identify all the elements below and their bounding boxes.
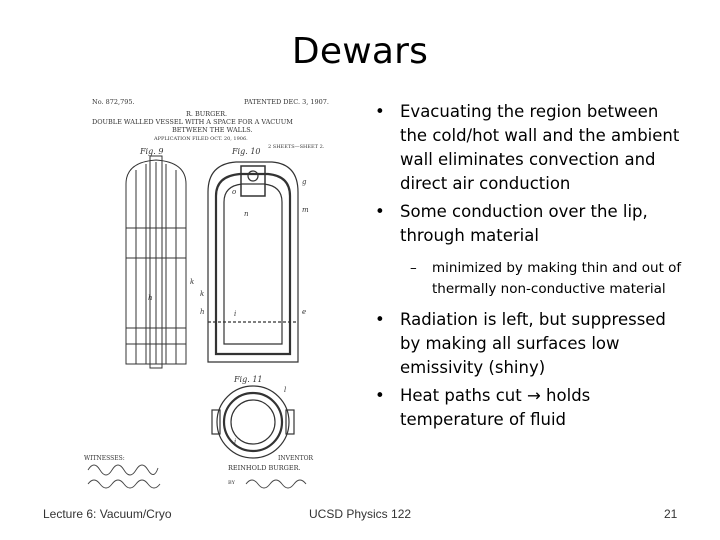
patent-witnesses: WITNESSES: [84,455,125,462]
sub-bullet-item [372,258,687,300]
footer-course: UCSD Physics 122 [309,507,412,521]
footer-lecture: Lecture 6: Vacuum/Cryo [43,507,172,521]
patent-inventor: REINHOLD BURGER. [228,464,301,472]
label-h-fig9: h [148,294,153,302]
bullet-marker: • [375,386,385,405]
label-o: o [232,188,237,196]
label-i-fig11: i [234,438,237,446]
bullet-text: Radiation is left, but suppressed by making all surfaces low emissivity (shiny) [400,310,666,377]
bullet-list [372,100,687,436]
patent-application: APPLICATION FILED OCT. 20, 1906. [154,136,248,142]
slide-title: Dewars [291,31,429,72]
label-m: m [302,206,309,214]
label-l: l [284,386,287,394]
label-g: g [302,178,307,186]
patent-by: BY [228,480,235,486]
patent-inventor-name: R. BURGER. [186,110,228,118]
bullet-text: Heat paths cut → holds temperature of fluid [400,386,591,429]
patent-inventor-label: INVENTOR [278,455,314,462]
fig9-label: Fig. 9 [140,147,164,156]
bullet-item [372,200,687,248]
sub-bullet-marker: – [410,260,417,276]
bullet-text: Evacuating the region between the cold/hot wall and the ambient wall eliminates convection and direct air conduction [400,102,680,193]
fig10-cross-section [208,162,298,362]
fig9-vessel [126,156,186,368]
bullet-marker: • [375,202,385,221]
fig11-plan [212,386,294,458]
label-n: n [244,210,249,218]
fig11-label: Fig. 11 [234,375,263,384]
bullet-text: Some conduction over the lip, through material [400,202,648,245]
sub-bullet-text: minimized by making thin and out of thermally non-conductive material [432,260,682,297]
label-h-fig10: h [200,308,205,316]
signature-witnesses [88,465,160,488]
bullet-marker: • [375,310,385,329]
footer-page-number: 21 [664,507,678,521]
patent-title-1: DOUBLE WALLED VESSEL WITH A SPACE FOR A VACUUM [92,118,293,126]
fig10-label: Fig. 10 [232,147,261,156]
label-i-fig10: i [234,310,237,318]
signature-attorney [246,480,306,488]
bullet-item [372,384,687,432]
patent-sheets: 2 SHEETS—SHEET 2. [268,144,325,150]
label-k-fig9: k [190,278,195,286]
bullet-item [372,100,687,196]
bullet-marker: • [375,102,385,121]
patent-number: No. 872,795. [92,98,135,106]
patent-drawing [76,92,338,492]
bullet-item [372,308,687,380]
patent-drawing-svg [76,92,338,492]
label-k-fig10: k [200,290,205,298]
patent-date: PATENTED DEC. 3, 1907. [244,98,329,106]
label-e: e [302,308,307,316]
patent-title-2: BETWEEN THE WALLS. [172,126,253,134]
